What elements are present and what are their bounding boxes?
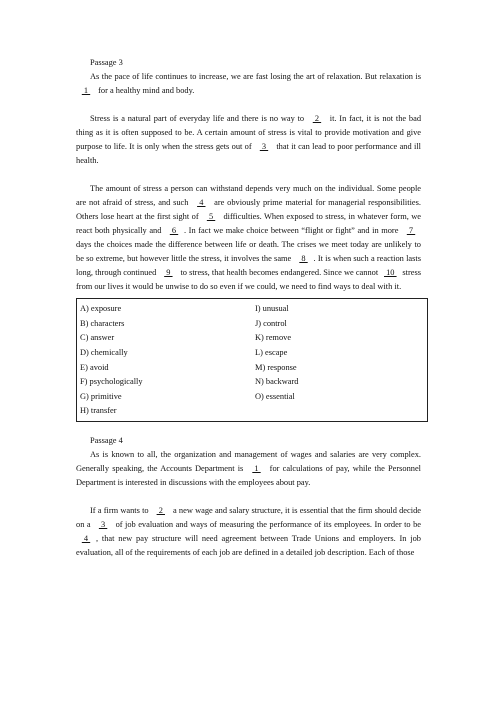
blank-2: 2 xyxy=(156,505,165,515)
word-bank-row xyxy=(77,375,428,390)
word-bank-option: G) primitive xyxy=(80,391,122,401)
word-bank-option: A) exposure xyxy=(80,304,122,314)
blank-4: 4 xyxy=(81,533,91,543)
word-bank-option: F) psychologically xyxy=(80,377,143,387)
passage-4-paragraph-2: If a firm wants to 2 a new wage and salary structure, it is essential that the firm should decide on a 3 of job evaluation and ways of measuring the performance of its employees. In order to be 4 , that new pay structure will need agreement between Trade Unions and employers. In job evaluation, all of the requirements of each job are defined in a detailed job description. Each of those xyxy=(76,505,422,557)
word-bank-option: M) response xyxy=(255,362,297,372)
passage-3-heading: Passage 3 xyxy=(90,58,123,67)
blank-8: 8 xyxy=(299,254,308,263)
word-bank-option: D) chemically xyxy=(80,348,128,358)
blank-6: 6 xyxy=(169,226,179,235)
word-bank-option: E) avoid xyxy=(80,362,109,372)
blank-3: 3 xyxy=(98,519,108,529)
document-page xyxy=(76,56,421,560)
word-bank-option: I) unusual xyxy=(255,304,289,314)
word-bank-option: L) escape xyxy=(255,348,288,358)
word-bank-option: H) transfer xyxy=(80,406,117,416)
blank-10: 10 xyxy=(384,268,397,277)
word-bank-row xyxy=(77,360,428,375)
word-bank-option: K) remove xyxy=(255,333,292,343)
word-bank-table xyxy=(76,298,428,422)
word-bank-option: N) backward xyxy=(255,377,299,387)
word-bank-row xyxy=(77,317,428,332)
blank-9: 9 xyxy=(164,268,173,277)
passage-3-paragraph-3: The amount of stress a person can withstand depends very much on the individual. Some people are not afraid of stress, and such 4 are obviously prime material for managerial responsibilities. Others lose heart at the first sight of 5 difficulties. When exposed to stress, in whatever form, we react both physically and 6 . In fact we make choice between “flight or fight” and in more 7 days the choices made the difference between life or death. The crises we meet today are unlikely to be so extreme, but however little the stress, it involves the same 8 . It is when such a reaction lasts long, through continued 9 to stress, that health becomes endangered. Since we cannot 10 stress from our lives it would be unwise to do so even if we could, we need to find ways to deal with it. xyxy=(76,184,422,291)
passage-3-paragraph-1: As the pace of life continues to increase, we are fast losing the art of relaxation. But relaxation is 1 for a healthy mind and body. xyxy=(76,70,421,98)
passage-4-heading: Passage 4 xyxy=(90,435,123,445)
word-bank-option: C) answer xyxy=(80,333,115,343)
passage-3-paragraph-2: Stress is a natural part of everyday life and there is no way to 2 it. In fact, it is not the bad thing as it is often supposed to be. A certain amount of stress is vital to provide motivation and give purpose to life. It is only when the stress gets out of 3 that it can lead to poor performance and ill health. xyxy=(76,114,422,165)
blank-7: 7 xyxy=(406,226,416,235)
word-bank-row xyxy=(77,299,428,317)
word-bank-row xyxy=(77,390,428,405)
blank-4: 4 xyxy=(197,198,206,207)
word-bank-row xyxy=(77,346,428,361)
blank-5: 5 xyxy=(206,212,216,221)
blank-1: 1 xyxy=(252,463,261,473)
word-bank-option: O) essential xyxy=(255,391,295,401)
blank-3: 3 xyxy=(259,142,269,151)
word-bank-row xyxy=(77,404,428,421)
word-bank-option xyxy=(252,404,428,421)
word-bank-option: J) control xyxy=(255,318,287,328)
passage-4-paragraph-1: As is known to all, the organization and management of wages and salaries are very complex. Generally speaking, the Accounts Department is 1 for calculations of pay, while the Personnel Department is interested in discussions with the employees about pay. xyxy=(76,449,421,487)
word-bank-option: B) characters xyxy=(80,318,125,328)
blank-2: 2 xyxy=(312,114,322,123)
word-bank-row xyxy=(77,331,428,346)
blank-1: 1 xyxy=(81,86,91,95)
